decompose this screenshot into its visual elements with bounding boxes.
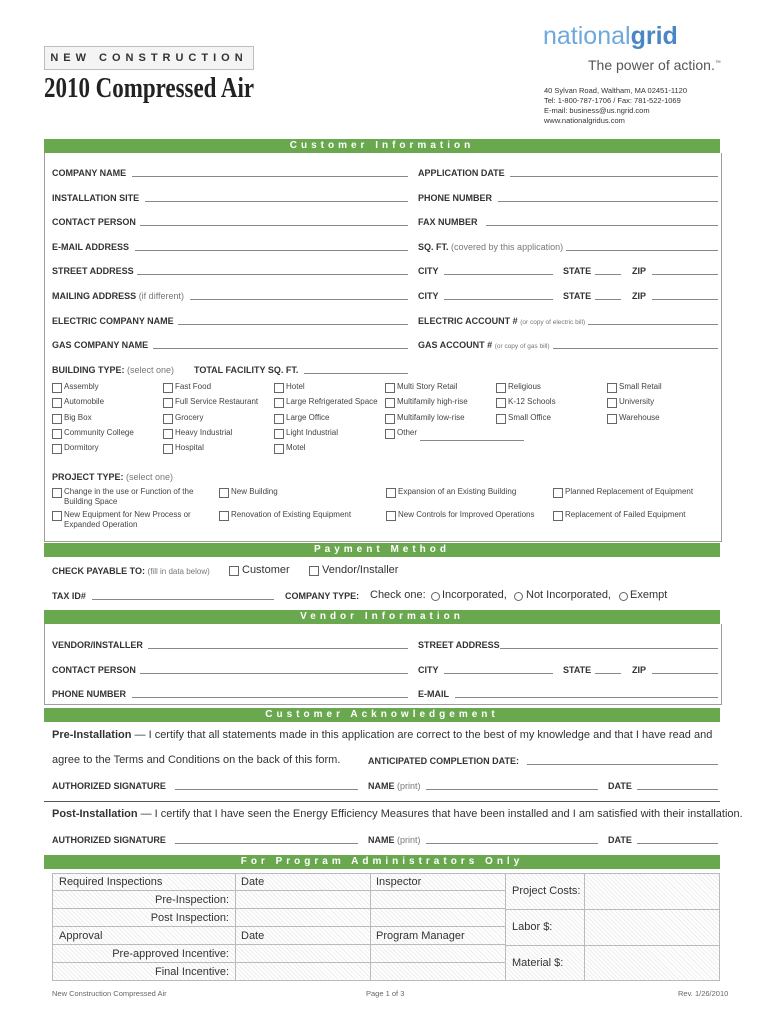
post-authorized-signature-field[interactable] <box>175 843 358 844</box>
mailing-zip-field[interactable] <box>652 299 718 300</box>
project-type-checkbox[interactable] <box>553 511 563 521</box>
final-incentive-cell: Final Incentive: <box>52 962 236 981</box>
tagline: The power of action.™ <box>588 57 721 73</box>
vendor-information-header: Vendor Information <box>44 610 720 624</box>
mailing-address-field[interactable] <box>190 299 408 300</box>
building-type-checkbox[interactable] <box>163 429 173 439</box>
gas-account-label: GAS ACCOUNT # (or copy of gas bill) <box>418 340 550 350</box>
not-incorporated-radio[interactable] <box>514 592 523 601</box>
vendor-zip-label: ZIP <box>632 665 647 675</box>
vendor-zip-field[interactable] <box>652 673 718 674</box>
building-type-label: Automobile <box>64 397 105 406</box>
incorporated-label: Incorporated, <box>442 589 507 601</box>
pre-inspection-inspector-cell[interactable] <box>370 890 506 909</box>
preapproved-incentive-cell: Pre-approved Incentive: <box>52 944 236 963</box>
building-type-label: Multifamily high-rise <box>397 397 468 406</box>
post-installation-statement: Post-Installation — I certify that I have seen the Energy Efficiency Measures that have been installed and I am satisfied with their installation. <box>52 808 743 820</box>
project-type-label: PROJECT TYPE: (select one) <box>52 472 174 482</box>
inspector-header-cell: Inspector <box>370 873 506 891</box>
project-type-label: Replacement of Failed Equipment <box>565 510 686 519</box>
building-type-label: Religious <box>508 382 541 391</box>
building-type-label: Warehouse <box>619 413 660 422</box>
project-type-label: Change in the use or Function of the <box>64 487 194 496</box>
acknowledgement-divider <box>44 801 720 802</box>
building-type-checkbox[interactable] <box>607 383 617 393</box>
mailing-state-field[interactable] <box>595 299 621 300</box>
phone-number-label: PHONE NUMBER <box>418 193 493 203</box>
building-type-label: Big Box <box>64 413 92 422</box>
vendor-option-label: Vendor/Installer <box>322 564 399 576</box>
state-label: STATE <box>563 266 592 276</box>
company-address: 40 Sylvan Road, Waltham, MA 02451-1120 Tel: 1-800-787-1706 / Fax: 781-522-1069 E-mail: business@us.ngrid.com www.nationalgridus.com <box>544 86 687 125</box>
footer-form-name: New Construction Compressed Air <box>52 989 167 998</box>
building-type-checkbox[interactable] <box>385 414 395 424</box>
vendor-installer-field[interactable] <box>148 648 408 649</box>
anticipated-date-field[interactable] <box>527 764 718 765</box>
email-address-field[interactable] <box>135 250 408 251</box>
post-date-label: DATE <box>608 835 632 845</box>
post-authorized-signature-label: AUTHORIZED SIGNATURE <box>52 835 166 845</box>
building-type-label: Grocery <box>175 413 204 422</box>
post-name-label: NAME (print) <box>368 835 421 845</box>
vendor-contact-field[interactable] <box>140 673 408 674</box>
sqft-field[interactable] <box>566 250 718 251</box>
project-type-label: Expanded Operation <box>64 520 138 529</box>
zip-label: ZIP <box>632 266 647 276</box>
building-type-checkbox[interactable] <box>52 383 62 393</box>
mailing-city-field[interactable] <box>444 299 553 300</box>
application-date-field[interactable] <box>510 176 718 177</box>
vendor-state-label: STATE <box>563 665 592 675</box>
date-header-cell: Date <box>235 873 371 891</box>
check-one-label: Check one: <box>370 589 426 601</box>
electric-company-label: ELECTRIC COMPANY NAME <box>52 316 174 326</box>
post-date-field[interactable] <box>637 843 718 844</box>
electric-account-field[interactable] <box>588 324 718 325</box>
building-type-label: Small Retail <box>619 382 662 391</box>
project-type-checkbox[interactable] <box>386 488 396 498</box>
street-address-field[interactable] <box>137 274 408 275</box>
brand-logo: nationalgrid <box>543 22 678 50</box>
customer-option-label: Customer <box>242 564 290 576</box>
vendor-email-field[interactable] <box>455 697 718 698</box>
pre-inspection-date-cell[interactable] <box>235 890 371 909</box>
building-type-checkbox[interactable] <box>163 444 173 454</box>
exempt-label: Exempt <box>630 589 668 601</box>
pre-installation-statement: Pre-Installation — I certify that all statements made in this application are correct to the best of my knowledge and that I have read and <box>52 729 713 741</box>
building-type-label: K-12 Schools <box>508 397 556 406</box>
tax-id-field[interactable] <box>92 599 274 600</box>
project-type-label: New Controls for Improved Operations <box>398 510 535 519</box>
contact-person-label: CONTACT PERSON <box>52 217 136 227</box>
vendor-city-field[interactable] <box>444 673 553 674</box>
city-field[interactable] <box>444 274 553 275</box>
building-type-checkbox[interactable] <box>52 444 62 454</box>
total-sqft-field[interactable] <box>304 373 408 374</box>
installation-site-label: INSTALLATION SITE <box>52 193 140 203</box>
vendor-checkbox[interactable] <box>309 566 319 576</box>
building-type-checkbox[interactable] <box>274 429 284 439</box>
section-label: NEW CONSTRUCTION <box>44 46 254 70</box>
vendor-street-label: STREET ADDRESS <box>418 640 500 650</box>
mailing-city-label: CITY <box>418 291 439 301</box>
post-inspection-inspector-cell[interactable] <box>370 908 506 927</box>
building-type-checkbox[interactable] <box>163 414 173 424</box>
email-address-label: E-MAIL ADDRESS <box>52 242 130 252</box>
application-date-label: APPLICATION DATE <box>418 168 505 178</box>
building-type-checkbox[interactable] <box>496 398 506 408</box>
building-type-label: BUILDING TYPE: (select one) <box>52 365 175 375</box>
building-type-label: Motel <box>286 443 306 452</box>
project-type-label: Building Space <box>64 497 118 506</box>
project-type-checkbox[interactable] <box>219 488 229 498</box>
phone-number-field[interactable] <box>498 201 718 202</box>
vendor-state-field[interactable] <box>595 673 621 674</box>
building-type-label: Full Service Restaurant <box>175 397 259 406</box>
building-type-checkbox[interactable] <box>274 398 284 408</box>
post-name-field[interactable] <box>426 843 598 844</box>
pre-inspection-cell: Pre-Inspection: <box>52 890 236 909</box>
material-label-cell: Material $: <box>505 945 585 981</box>
building-type-checkbox[interactable] <box>607 414 617 424</box>
building-type-checkbox[interactable] <box>52 398 62 408</box>
street-address-label: STREET ADDRESS <box>52 266 134 276</box>
building-type-checkbox[interactable] <box>274 383 284 393</box>
building-type-label: Multi Story Retail <box>397 382 458 391</box>
project-costs-value-cell[interactable] <box>584 873 720 910</box>
building-type-checkbox[interactable] <box>496 414 506 424</box>
material-value-cell[interactable] <box>584 945 720 981</box>
post-inspection-cell: Post Inspection: <box>52 908 236 927</box>
gas-company-label: GAS COMPANY NAME <box>52 340 149 350</box>
pre-date-field[interactable] <box>637 789 718 790</box>
state-field[interactable] <box>595 274 621 275</box>
customer-checkbox[interactable] <box>229 566 239 576</box>
building-type-label: Multifamily low-rise <box>397 413 465 422</box>
gas-company-field[interactable] <box>153 348 408 349</box>
mailing-state-label: STATE <box>563 291 592 301</box>
zip-field[interactable] <box>652 274 718 275</box>
fax-number-field[interactable] <box>486 225 718 226</box>
building-type-label: Heavy Industrial <box>175 428 233 437</box>
city-label: CITY <box>418 266 439 276</box>
building-type-label: Community College <box>64 428 134 437</box>
final-date-cell[interactable] <box>235 962 371 981</box>
approval-cell: Approval <box>52 926 236 945</box>
project-costs-label-cell: Project Costs: <box>505 873 585 910</box>
admin-header: For Program Administrators Only <box>44 855 720 869</box>
building-type-checkbox[interactable] <box>385 383 395 393</box>
project-type-checkbox[interactable] <box>52 488 62 498</box>
building-type-label: Hospital <box>175 443 204 452</box>
total-sqft-label: TOTAL FACILITY SQ. FT. <box>194 365 299 375</box>
footer-page-number: Page 1 of 3 <box>366 989 405 998</box>
page-title: 2010 Compressed Air <box>44 73 255 104</box>
project-type-label: Planned Replacement of Equipment <box>565 487 694 496</box>
project-type-checkbox[interactable] <box>219 511 229 521</box>
company-name-field[interactable] <box>132 176 408 177</box>
project-type-label: New Building <box>231 487 278 496</box>
acknowledgement-header: Customer Acknowledgement <box>44 708 720 722</box>
pre-authorized-signature-label: AUTHORIZED SIGNATURE <box>52 781 166 791</box>
vendor-contact-label: CONTACT PERSON <box>52 665 136 675</box>
building-type-label: Small Office <box>508 413 551 422</box>
building-type-label: Fast Food <box>175 382 212 391</box>
building-type-checkbox[interactable] <box>607 398 617 408</box>
building-type-checkbox[interactable] <box>274 414 284 424</box>
pre-name-label: NAME (print) <box>368 781 421 791</box>
payment-method-header: Payment Method <box>44 543 720 557</box>
building-type-label: University <box>619 397 655 406</box>
vendor-phone-label: PHONE NUMBER <box>52 689 127 699</box>
not-incorporated-label: Not Incorporated, <box>526 589 611 601</box>
preapproved-manager-cell[interactable] <box>370 944 506 963</box>
company-type-label: COMPANY TYPE: <box>285 591 360 601</box>
building-type-label: Other <box>397 428 418 437</box>
vendor-email-label: E-MAIL <box>418 689 449 699</box>
pre-name-field[interactable] <box>426 789 598 790</box>
contact-person-field[interactable] <box>140 225 408 226</box>
vendor-city-label: CITY <box>418 665 439 675</box>
labor-label-cell: Labor $: <box>505 909 585 946</box>
project-type-checkbox[interactable] <box>386 511 396 521</box>
footer-revision: Rev. 1/26/2010 <box>678 989 729 998</box>
building-type-label: Light Industrial <box>286 428 339 437</box>
project-type-label: Renovation of Existing Equipment <box>231 510 352 519</box>
vendor-phone-field[interactable] <box>132 697 408 698</box>
preapproved-date-cell[interactable] <box>235 944 371 963</box>
incorporated-radio[interactable] <box>431 592 440 601</box>
building-type-checkbox[interactable] <box>52 429 62 439</box>
sqft-label: SQ. FT. (covered by this application) <box>418 242 564 252</box>
required-inspections-cell: Required Inspections <box>52 873 236 891</box>
mailing-address-label: MAILING ADDRESS (if different) <box>52 291 185 301</box>
final-manager-cell[interactable] <box>370 962 506 981</box>
building-type-checkbox[interactable] <box>496 383 506 393</box>
building-type-checkbox[interactable] <box>274 444 284 454</box>
tax-id-label: TAX ID# <box>52 591 86 601</box>
building-type-checkbox[interactable] <box>385 429 395 439</box>
approval-date-header-cell: Date <box>235 926 371 945</box>
company-name-label: COMPANY NAME <box>52 168 127 178</box>
program-manager-cell: Program Manager <box>370 926 506 945</box>
building-type-label: Assembly <box>64 382 99 391</box>
mailing-zip-label: ZIP <box>632 291 647 301</box>
customer-information-header: Customer Information <box>44 139 720 153</box>
project-type-label: Expansion of an Existing Building <box>398 487 517 496</box>
building-type-label: Large Refrigerated Space <box>286 397 378 406</box>
fax-number-label: FAX NUMBER <box>418 217 478 227</box>
vendor-street-field[interactable] <box>500 648 718 649</box>
building-type-checkbox[interactable] <box>52 414 62 424</box>
project-type-checkbox[interactable] <box>52 511 62 521</box>
pre-authorized-signature-field[interactable] <box>175 789 358 790</box>
building-type-checkbox[interactable] <box>163 383 173 393</box>
vendor-installer-label: VENDOR/INSTALLER <box>52 640 143 650</box>
project-type-label: New Equipment for New Process or <box>64 510 191 519</box>
check-payable-label: CHECK PAYABLE TO: (fill in data below) <box>52 566 210 576</box>
pre-date-label: DATE <box>608 781 632 791</box>
anticipated-date-label: ANTICIPATED COMPLETION DATE: <box>368 756 519 766</box>
labor-value-cell[interactable] <box>584 909 720 946</box>
pre-installation-statement-2: agree to the Terms and Conditions on the back of this form. <box>52 754 341 766</box>
project-type-checkbox[interactable] <box>553 488 563 498</box>
gas-account-field[interactable] <box>553 348 718 349</box>
post-inspection-date-cell[interactable] <box>235 908 371 927</box>
building-type-label: Hotel <box>286 382 305 391</box>
other-building-field[interactable] <box>420 440 524 441</box>
installation-site-field[interactable] <box>145 201 408 202</box>
building-type-label: Dormitory <box>64 443 99 452</box>
building-type-checkbox[interactable] <box>385 398 395 408</box>
building-type-label: Large Office <box>286 413 330 422</box>
vendor-frame <box>44 624 722 705</box>
building-type-checkbox[interactable] <box>163 398 173 408</box>
exempt-radio[interactable] <box>619 592 628 601</box>
electric-company-field[interactable] <box>178 324 408 325</box>
electric-account-label: ELECTRIC ACCOUNT # (or copy of electric bill) <box>418 316 586 326</box>
